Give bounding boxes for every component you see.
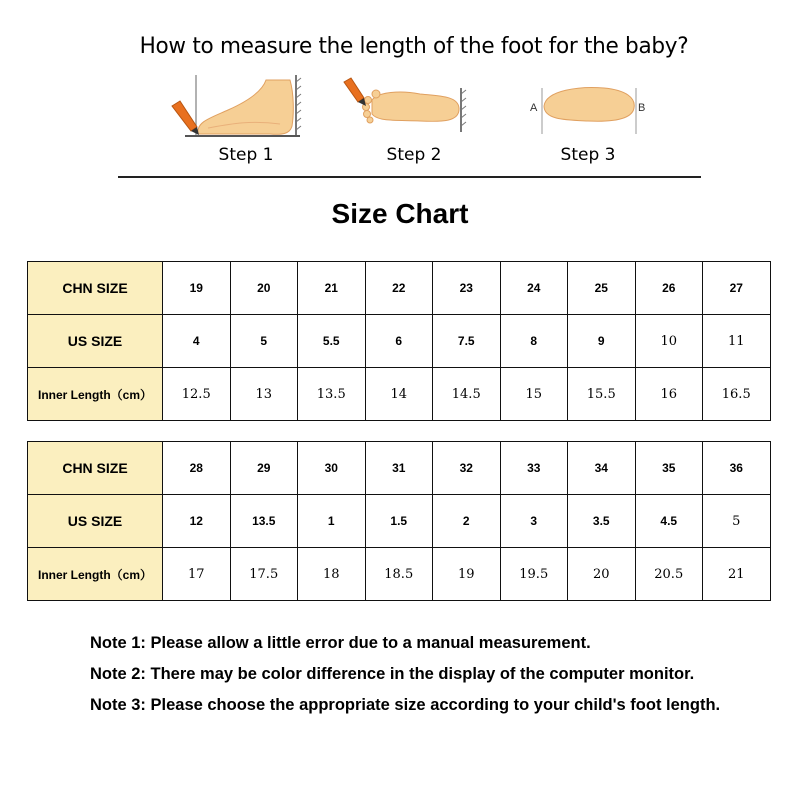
table-cell: 20 xyxy=(230,262,298,315)
table-row xyxy=(28,262,771,315)
table-cell: 19 xyxy=(163,262,231,315)
step1-label: Step 1 xyxy=(218,145,274,165)
table-cell: 21 xyxy=(703,548,771,601)
table-cell: 16.5 xyxy=(703,368,771,421)
table-cell: 15.5 xyxy=(568,368,636,421)
table-cell: 8 xyxy=(500,315,568,368)
size-table-1 xyxy=(27,261,771,421)
divider-line xyxy=(118,176,701,178)
note-3: Note 3: Please choose the appropriate size according to your child's foot length. xyxy=(90,696,721,714)
table-cell: 3.5 xyxy=(568,495,636,548)
step3-outline-icon xyxy=(530,88,645,134)
table-cell: 32 xyxy=(433,442,501,495)
table-cell: 11 xyxy=(703,315,771,368)
notes-section xyxy=(90,634,720,727)
table-cell: 27 xyxy=(703,262,771,315)
table-cell: 36 xyxy=(703,442,771,495)
table-cell: 18.5 xyxy=(365,548,433,601)
table-cell: 15 xyxy=(500,368,568,421)
table-cell: 19 xyxy=(433,548,501,601)
row-label-us-size: US SIZE xyxy=(28,315,163,368)
step2-pencil-icon xyxy=(344,78,366,106)
table-cell: 23 xyxy=(433,262,501,315)
table-cell: 6 xyxy=(365,315,433,368)
table-row xyxy=(28,495,771,548)
table-cell: 5.5 xyxy=(298,315,366,368)
step3-label: Step 3 xyxy=(560,145,616,165)
table-cell: 13.5 xyxy=(230,495,298,548)
step2-label: Step 2 xyxy=(386,145,442,165)
table-cell: 1.5 xyxy=(365,495,433,548)
table-cell: 12.5 xyxy=(163,368,231,421)
table-cell: 26 xyxy=(635,262,703,315)
table-cell: 22 xyxy=(365,262,433,315)
table-cell: 5 xyxy=(230,315,298,368)
table-row xyxy=(28,368,771,421)
row-label-chn-size: CHN SIZE xyxy=(28,262,163,315)
table-cell: 10 xyxy=(635,315,703,368)
table-cell: 7.5 xyxy=(433,315,501,368)
row-label-inner-length: Inner Length（cm） xyxy=(28,368,163,421)
table-cell: 17 xyxy=(163,548,231,601)
table-cell: 20.5 xyxy=(635,548,703,601)
table-cell: 13.5 xyxy=(298,368,366,421)
table-cell: 34 xyxy=(568,442,636,495)
table-cell: 21 xyxy=(298,262,366,315)
table-cell: 29 xyxy=(230,442,298,495)
table-cell: 2 xyxy=(433,495,501,548)
size-chart-title: Size Chart xyxy=(331,198,469,229)
table-cell: 4 xyxy=(163,315,231,368)
table-cell: 24 xyxy=(500,262,568,315)
table-cell: 31 xyxy=(365,442,433,495)
table-cell: 13 xyxy=(230,368,298,421)
table-row xyxy=(28,442,771,495)
table-cell: 25 xyxy=(568,262,636,315)
table-cell: 19.5 xyxy=(500,548,568,601)
measure-headline: How to measure the length of the foot for the baby? xyxy=(139,34,689,59)
table-cell: 12 xyxy=(163,495,231,548)
table-cell: 28 xyxy=(163,442,231,495)
size-table-2 xyxy=(27,441,771,601)
table-cell: 18 xyxy=(298,548,366,601)
table-cell: 4.5 xyxy=(635,495,703,548)
table-cell: 14 xyxy=(365,368,433,421)
row-label-inner-length: Inner Length（cm） xyxy=(28,548,163,601)
table-cell: 16 xyxy=(635,368,703,421)
table-cell: 3 xyxy=(500,495,568,548)
table-cell: 9 xyxy=(568,315,636,368)
table-cell: 17.5 xyxy=(230,548,298,601)
row-label-chn-size: CHN SIZE xyxy=(28,442,163,495)
table-cell: 1 xyxy=(298,495,366,548)
table-cell: 20 xyxy=(568,548,636,601)
table-cell: 35 xyxy=(635,442,703,495)
table-cell: 14.5 xyxy=(433,368,501,421)
note-2: Note 2: There may be color difference in the display of the computer monitor. xyxy=(90,665,695,683)
table-cell: 5 xyxy=(703,495,771,548)
point-a-label: A xyxy=(530,102,538,114)
step1-foot-side-icon xyxy=(172,75,301,136)
table-row xyxy=(28,315,771,368)
point-b-label: B xyxy=(638,102,646,114)
table-row xyxy=(28,548,771,601)
row-label-us-size: US SIZE xyxy=(28,495,163,548)
step1-pencil-icon xyxy=(172,101,199,135)
step2-foot-top-icon xyxy=(344,78,466,132)
measurement-steps xyxy=(0,70,800,170)
table-cell: 33 xyxy=(500,442,568,495)
table-cell: 30 xyxy=(298,442,366,495)
note-1: Note 1: Please allow a little error due to a manual measurement. xyxy=(90,634,591,652)
